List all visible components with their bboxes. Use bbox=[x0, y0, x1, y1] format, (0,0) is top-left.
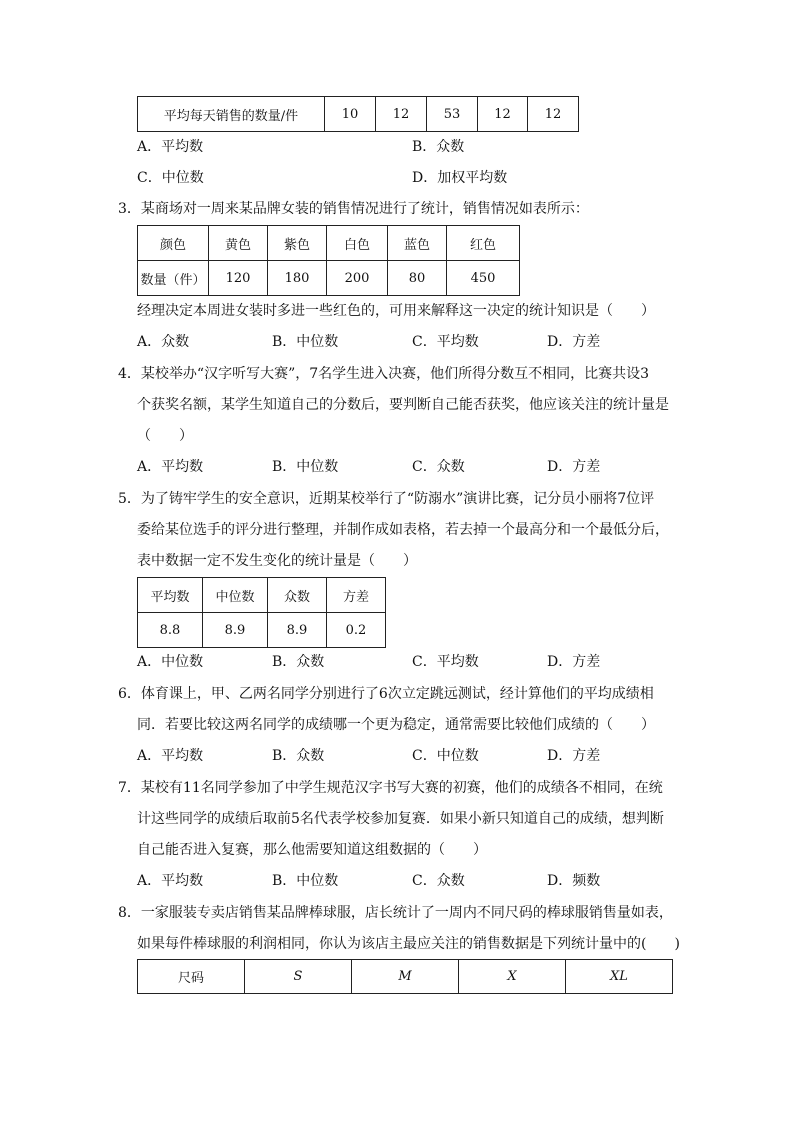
q8-header: S bbox=[245, 960, 352, 994]
q8-header: XL bbox=[566, 960, 673, 994]
q8-stem-line: 8．一家服装专卖店销售某品牌棒球服，店长统计了一周内不同尺码的棒球服销售量如表， bbox=[118, 905, 673, 921]
q7-option-d[interactable]: D．频数 bbox=[547, 873, 601, 889]
q5-cell: 8.9 bbox=[203, 613, 268, 648]
q2-row-label: 平均每天销售的数量/件 bbox=[138, 97, 325, 132]
q5-header: 方差 bbox=[327, 578, 386, 613]
q2-cell: 53 bbox=[427, 97, 478, 132]
q5-header: 众数 bbox=[268, 578, 327, 613]
q2-option-c[interactable]: C．中位数 bbox=[137, 170, 204, 186]
table-row bbox=[138, 226, 520, 261]
q5-option-a[interactable]: A．中位数 bbox=[137, 654, 204, 670]
q4-stem-line: 4．某校举办“汉字听写大赛”，7名学生进入决赛，他们所得分数互不相同，比赛共设3 bbox=[118, 366, 650, 382]
q5-cell: 0.2 bbox=[327, 613, 386, 648]
q2-cell: 12 bbox=[528, 97, 579, 132]
q5-cell: 8.8 bbox=[138, 613, 203, 648]
q3-header: 蓝色 bbox=[388, 226, 447, 261]
q3-header: 红色 bbox=[447, 226, 520, 261]
q5-header: 平均数 bbox=[138, 578, 203, 613]
table-row bbox=[138, 578, 386, 613]
q7-stem-line: 自己能否进入复赛，那么他需要知道这组数据的（ ） bbox=[137, 842, 487, 858]
q2-option-d[interactable]: D．加权平均数 bbox=[412, 170, 508, 186]
q3-option-b[interactable]: B．中位数 bbox=[272, 334, 339, 350]
q4-option-b[interactable]: B．中位数 bbox=[272, 459, 339, 475]
q5-option-d[interactable]: D．方差 bbox=[547, 654, 601, 670]
q2-cell: 12 bbox=[376, 97, 427, 132]
q3-cell: 数量（件） bbox=[138, 261, 209, 296]
q5-stem-line: 委给某位选手的评分进行整理，并制作成如表格，若去掉一个最高分和一个最低分后， bbox=[137, 522, 669, 538]
table-row bbox=[138, 613, 386, 648]
table-row bbox=[138, 97, 579, 132]
q5-stem-line: 表中数据一定不发生变化的统计量是（ ） bbox=[137, 553, 417, 569]
q3-header: 黄色 bbox=[209, 226, 268, 261]
q7-stem-line: 计这些同学的成绩后取前5名代表学校参加复赛．如果小新只知道自己的成绩，想判断 bbox=[137, 811, 664, 827]
q5-option-b[interactable]: B．众数 bbox=[272, 654, 325, 670]
q6-option-a[interactable]: A．平均数 bbox=[137, 748, 204, 764]
q4-option-d[interactable]: D．方差 bbox=[547, 459, 601, 475]
q3-option-a[interactable]: A．众数 bbox=[137, 334, 190, 350]
q8-stem-line: 如果每件棒球服的利润相同，你认为该店主最应关注的销售数据是下列统计量中的( ) bbox=[137, 936, 680, 952]
q3-option-c[interactable]: C．平均数 bbox=[412, 334, 479, 350]
q7-option-b[interactable]: B．中位数 bbox=[272, 873, 339, 889]
q6-stem-line: 6．体育课上，甲、乙两名同学分别进行了6次立定跳远测试，经计算他们的平均成绩相 bbox=[118, 686, 654, 702]
table-row bbox=[138, 960, 673, 994]
q5-stats-table bbox=[137, 577, 386, 648]
q8-header: 尺码 bbox=[138, 960, 245, 994]
q7-option-a[interactable]: A．平均数 bbox=[137, 873, 204, 889]
q7-stem-line: 7．某校有11名同学参加了中学生规范汉字书写大赛的初赛，他们的成绩各不相同，在统 bbox=[118, 780, 663, 796]
q2-cell: 12 bbox=[478, 97, 528, 132]
q7-option-c[interactable]: C．众数 bbox=[412, 873, 465, 889]
q4-option-c[interactable]: C．众数 bbox=[412, 459, 465, 475]
q5-stem-line: 5．为了铸牢学生的安全意识，近期某校举行了“防溺水”演讲比赛，记分员小丽将7位评 bbox=[118, 491, 655, 507]
q6-option-d[interactable]: D．方差 bbox=[547, 748, 601, 764]
q2-sales-table bbox=[137, 96, 579, 132]
table-row bbox=[138, 261, 520, 296]
q8-header: X bbox=[459, 960, 566, 994]
q6-option-b[interactable]: B．众数 bbox=[272, 748, 325, 764]
q5-header: 中位数 bbox=[203, 578, 268, 613]
q3-cell: 120 bbox=[209, 261, 268, 296]
q5-cell: 8.9 bbox=[268, 613, 327, 648]
q3-cell: 180 bbox=[268, 261, 327, 296]
q3-stem-2: 经理决定本周进女装时多进一些红色的，可用来解释这一决定的统计知识是（ ） bbox=[137, 303, 655, 319]
q8-size-table bbox=[137, 959, 673, 994]
q3-header: 白色 bbox=[327, 226, 388, 261]
q3-color-table bbox=[137, 225, 520, 296]
q3-option-d[interactable]: D．方差 bbox=[547, 334, 601, 350]
q3-stem: 3．某商场对一周来某品牌女装的销售情况进行了统计，销售情况如表所示： bbox=[118, 201, 589, 217]
q6-option-c[interactable]: C．中位数 bbox=[412, 748, 479, 764]
q5-option-c[interactable]: C．平均数 bbox=[412, 654, 479, 670]
q3-cell: 450 bbox=[447, 261, 520, 296]
q4-stem-line: （ ） bbox=[137, 428, 193, 444]
q3-header: 颜色 bbox=[138, 226, 209, 261]
q8-header: M bbox=[352, 960, 459, 994]
q2-cell: 10 bbox=[325, 97, 376, 132]
q3-header: 紫色 bbox=[268, 226, 327, 261]
q3-cell: 200 bbox=[327, 261, 388, 296]
q2-option-b[interactable]: B．众数 bbox=[412, 139, 465, 155]
q4-option-a[interactable]: A．平均数 bbox=[137, 459, 204, 475]
q6-stem-line: 同．若要比较这两名同学的成绩哪一个更为稳定，通常需要比较他们成绩的（ ） bbox=[137, 717, 655, 733]
q3-cell: 80 bbox=[388, 261, 447, 296]
q2-option-a[interactable]: A．平均数 bbox=[137, 139, 204, 155]
q4-stem-line: 个获奖名额，某学生知道自己的分数后，要判断自己能否获奖，他应该关注的统计量是 bbox=[137, 397, 669, 413]
